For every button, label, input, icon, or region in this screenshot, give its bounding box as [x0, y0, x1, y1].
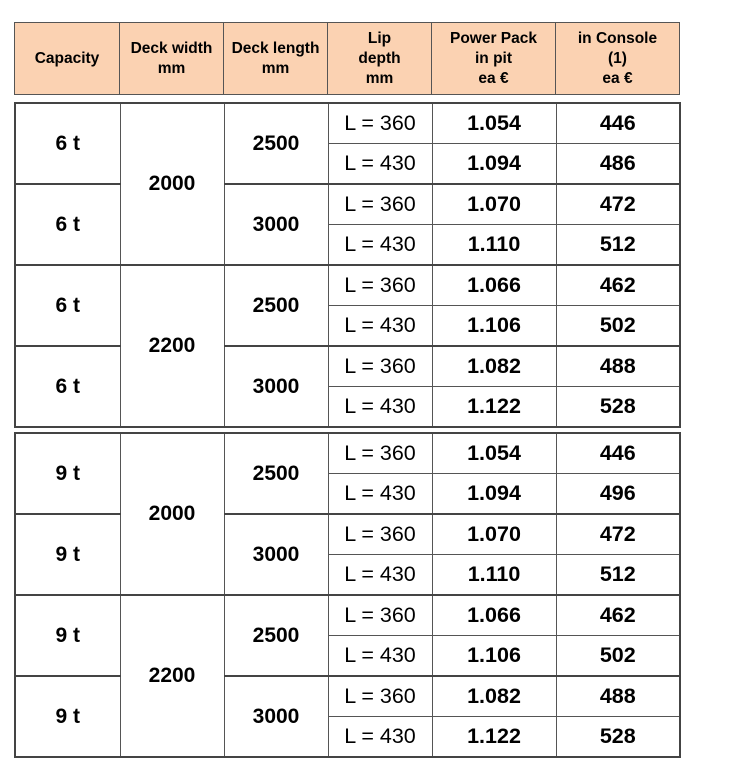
table-row	[15, 676, 680, 717]
capacity-cell: 9 t	[15, 676, 120, 757]
deck-length-cell: 3000	[224, 514, 328, 595]
capacity-cell: 6 t	[15, 265, 120, 346]
deck-length-cell: 3000	[224, 184, 328, 265]
power-pack-price-cell: 1.106	[432, 636, 556, 677]
header-power-pack: Power Pack in pit ea €	[432, 23, 556, 95]
power-pack-price-cell: 1.082	[432, 346, 556, 387]
lip-depth-cell: L = 360	[328, 433, 432, 474]
price-table-9t	[14, 432, 681, 758]
lip-depth-cell: L = 360	[328, 676, 432, 717]
power-pack-price-cell: 1.094	[432, 144, 556, 185]
deck-width-cell: 2200	[120, 265, 224, 427]
lip-depth-cell: L = 360	[328, 346, 432, 387]
lip-depth-cell: L = 430	[328, 474, 432, 515]
power-pack-price-cell: 1.110	[432, 225, 556, 266]
header-deck-width: Deck width mm	[120, 23, 224, 95]
table-row	[15, 103, 680, 144]
power-pack-price-cell: 1.122	[432, 387, 556, 428]
console-price-cell: 446	[556, 103, 680, 144]
power-pack-price-cell: 1.094	[432, 474, 556, 515]
power-pack-price-cell: 1.066	[432, 265, 556, 306]
lip-depth-cell: L = 430	[328, 144, 432, 185]
power-pack-price-cell: 1.122	[432, 717, 556, 758]
deck-length-cell: 2500	[224, 595, 328, 676]
table-row	[15, 346, 680, 387]
capacity-cell: 9 t	[15, 433, 120, 514]
console-price-cell: 462	[556, 265, 680, 306]
lip-depth-cell: L = 360	[328, 265, 432, 306]
console-price-cell: 528	[556, 387, 680, 428]
deck-length-cell: 3000	[224, 676, 328, 757]
console-price-cell: 472	[556, 184, 680, 225]
power-pack-price-cell: 1.070	[432, 184, 556, 225]
deck-length-cell: 3000	[224, 346, 328, 427]
header-deck-length: Deck length mm	[224, 23, 328, 95]
lip-depth-cell: L = 360	[328, 103, 432, 144]
power-pack-price-cell: 1.082	[432, 676, 556, 717]
lip-depth-cell: L = 430	[328, 717, 432, 758]
lip-depth-cell: L = 360	[328, 595, 432, 636]
capacity-cell: 9 t	[15, 595, 120, 676]
capacity-cell: 6 t	[15, 103, 120, 184]
table-body	[15, 103, 680, 427]
lip-depth-cell: L = 430	[328, 306, 432, 347]
deck-length-cell: 2500	[224, 265, 328, 346]
deck-width-cell: 2000	[120, 433, 224, 595]
deck-width-cell: 2200	[120, 595, 224, 757]
table-row	[15, 184, 680, 225]
capacity-cell: 6 t	[15, 184, 120, 265]
deck-width-cell: 2000	[120, 103, 224, 265]
lip-depth-cell: L = 430	[328, 387, 432, 428]
deck-length-cell: 2500	[224, 103, 328, 184]
lip-depth-cell: L = 430	[328, 225, 432, 266]
console-price-cell: 472	[556, 514, 680, 555]
deck-length-cell: 2500	[224, 433, 328, 514]
table-row	[15, 514, 680, 555]
console-price-cell: 488	[556, 676, 680, 717]
table-row	[15, 265, 680, 306]
header-console: in Console (1) ea €	[556, 23, 680, 95]
console-price-cell: 528	[556, 717, 680, 758]
power-pack-price-cell: 1.054	[432, 103, 556, 144]
console-price-cell: 512	[556, 225, 680, 266]
power-pack-price-cell: 1.066	[432, 595, 556, 636]
capacity-cell: 9 t	[15, 514, 120, 595]
power-pack-price-cell: 1.110	[432, 555, 556, 596]
table-body	[15, 433, 680, 757]
header-capacity: Capacity	[15, 23, 120, 95]
console-price-cell: 502	[556, 636, 680, 677]
console-price-cell: 486	[556, 144, 680, 185]
table-row	[15, 433, 680, 474]
console-price-cell: 462	[556, 595, 680, 636]
capacity-cell: 6 t	[15, 346, 120, 427]
console-price-cell: 488	[556, 346, 680, 387]
lip-depth-cell: L = 430	[328, 636, 432, 677]
power-pack-price-cell: 1.070	[432, 514, 556, 555]
console-price-cell: 512	[556, 555, 680, 596]
lip-depth-cell: L = 360	[328, 184, 432, 225]
lip-depth-cell: L = 360	[328, 514, 432, 555]
lip-depth-cell: L = 430	[328, 555, 432, 596]
header-table	[14, 22, 680, 95]
console-price-cell: 502	[556, 306, 680, 347]
console-price-cell: 446	[556, 433, 680, 474]
table-row	[15, 595, 680, 636]
price-table-6t	[14, 102, 681, 428]
console-price-cell: 496	[556, 474, 680, 515]
power-pack-price-cell: 1.054	[432, 433, 556, 474]
power-pack-price-cell: 1.106	[432, 306, 556, 347]
header-row	[15, 23, 680, 95]
header-lip-depth: Lip depth mm	[328, 23, 432, 95]
